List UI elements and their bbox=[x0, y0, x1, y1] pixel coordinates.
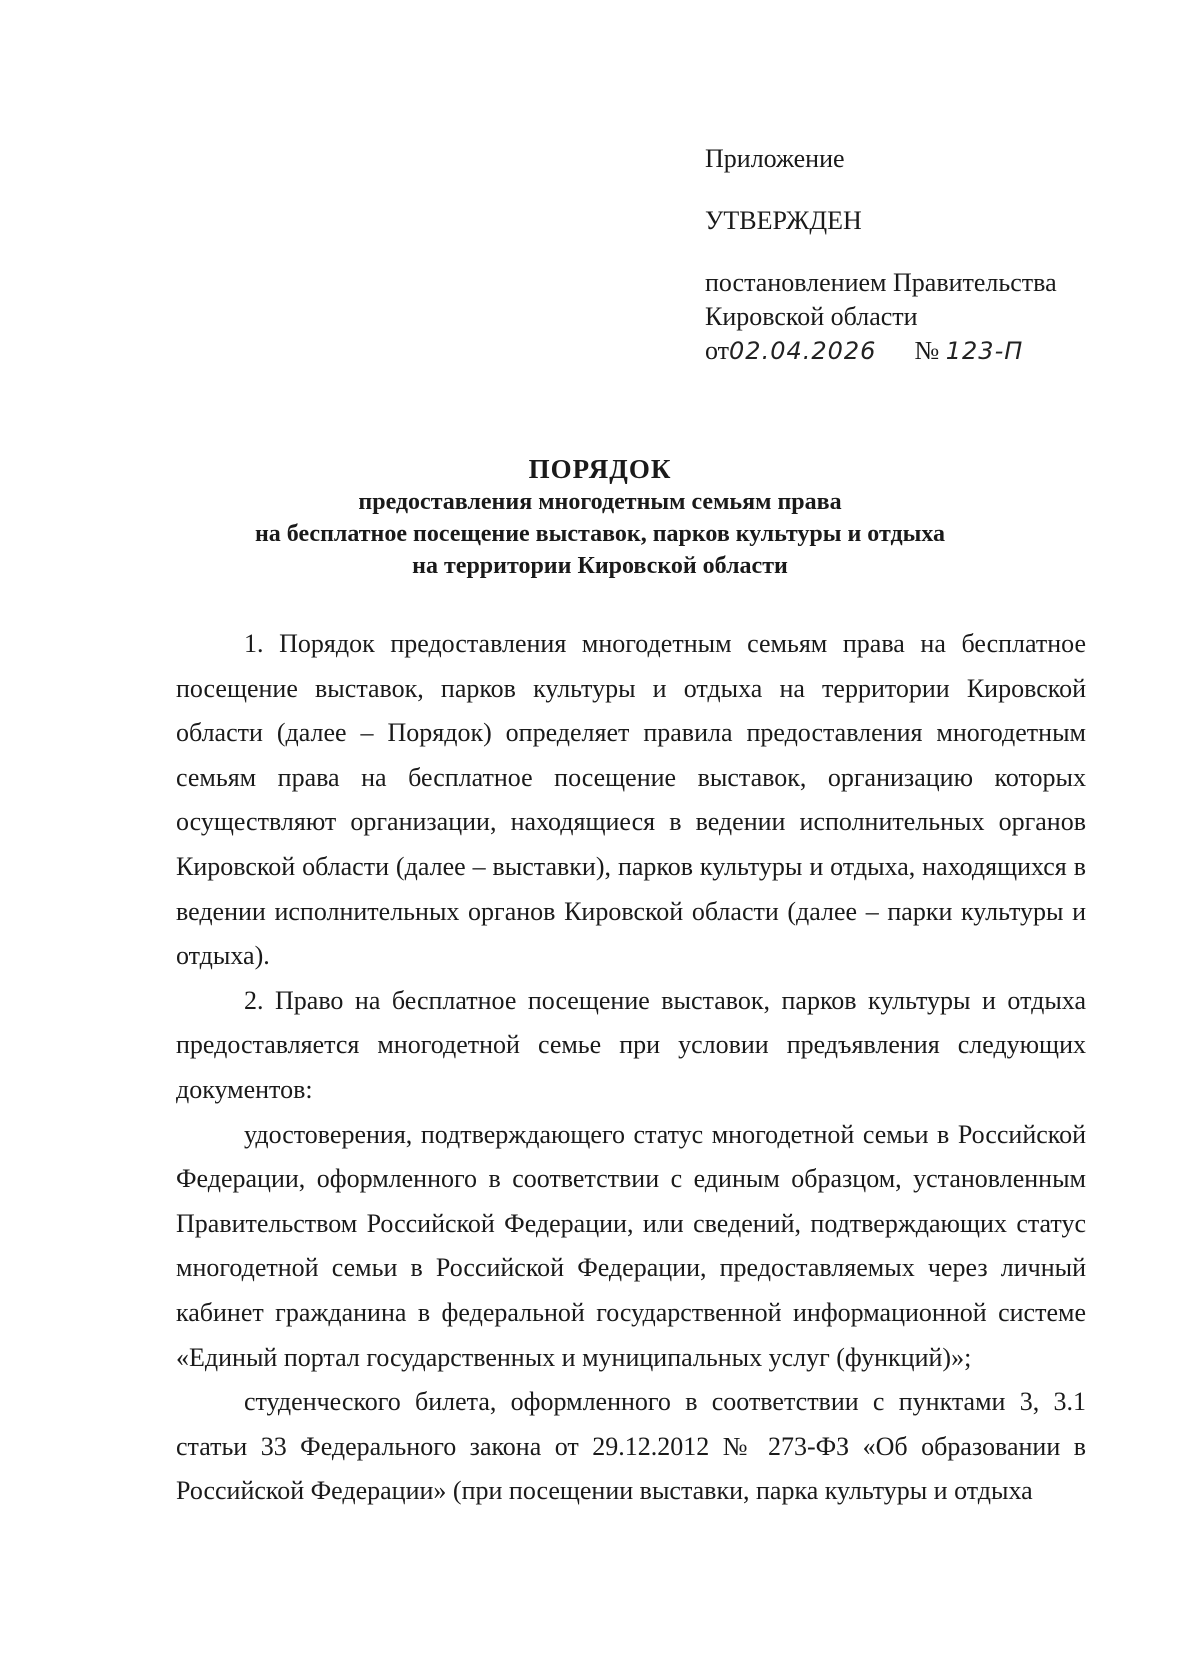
resolution-date-number bbox=[705, 334, 1057, 368]
approval-stamp-block bbox=[705, 142, 1057, 368]
number-prefix: № bbox=[914, 336, 940, 365]
paragraph-2: 2. Право на бесплатное посещение выставок, парков культуры и отдыха предоставляется многодетной семье при условии предъявления следующих документов: bbox=[176, 985, 1086, 1104]
title-line-3: на территории Кировской области bbox=[412, 553, 788, 579]
document-title bbox=[0, 452, 1200, 582]
handwritten-date: 02.04.2026 bbox=[729, 337, 877, 365]
title-line-1: предоставления многодетным семьям права bbox=[358, 489, 842, 515]
approved-by-line-1: постановлением Правительства bbox=[705, 268, 1057, 297]
title-main: ПОРЯДОК bbox=[528, 454, 672, 484]
paragraph-4: студенческого билета, оформленного в соответствии с пунктами 3, 3.1 статьи 33 Федерального закона от 29.12.2012 № 273-ФЗ «Об образовании в Российской Федерации» (при посещении выставки, парка культуры и отдыха bbox=[176, 1387, 1086, 1506]
attachment-label: Приложение bbox=[705, 144, 845, 173]
paragraph-3: удостоверения, подтверждающего статус многодетной семьи в Российской Федерации, оформленного в соответствии с единым образцом, установленным Правительством Российской Федерации, или сведений, подтверждающих статус многодетной семьи в Российской Федерации, предоставляемых через личный кабинет гражданина в федеральной государственной информационной системе «Единый портал государственных и муниципальных услуг (функций)»; bbox=[176, 1119, 1086, 1372]
title-line-2: на бесплатное посещение выставок, парков культуры и отдыха bbox=[254, 521, 946, 547]
document-body bbox=[176, 622, 1086, 1514]
paragraph-1: 1. Порядок предоставления многодетным семьям права на бесплатное посещение выставок, парков культуры и отдыха на территории Кировской области (далее – Порядок) определяет правила предоставления многодетным семьям права на бесплатное посещение выставок, организацию которых осуществляют организации, находящиеся в ведении исполнительных органов Кировской области (далее – выставки), парков культуры и отдыха, находящихся в ведении исполнительных органов Кировской области (далее – парки культуры и отдыха). bbox=[176, 629, 1086, 971]
approved-label: УТВЕРЖДЕН bbox=[705, 206, 862, 235]
date-prefix: от bbox=[705, 336, 730, 365]
handwritten-number: 123-П bbox=[945, 337, 1024, 365]
approved-by-line-2: Кировской области bbox=[705, 302, 918, 331]
